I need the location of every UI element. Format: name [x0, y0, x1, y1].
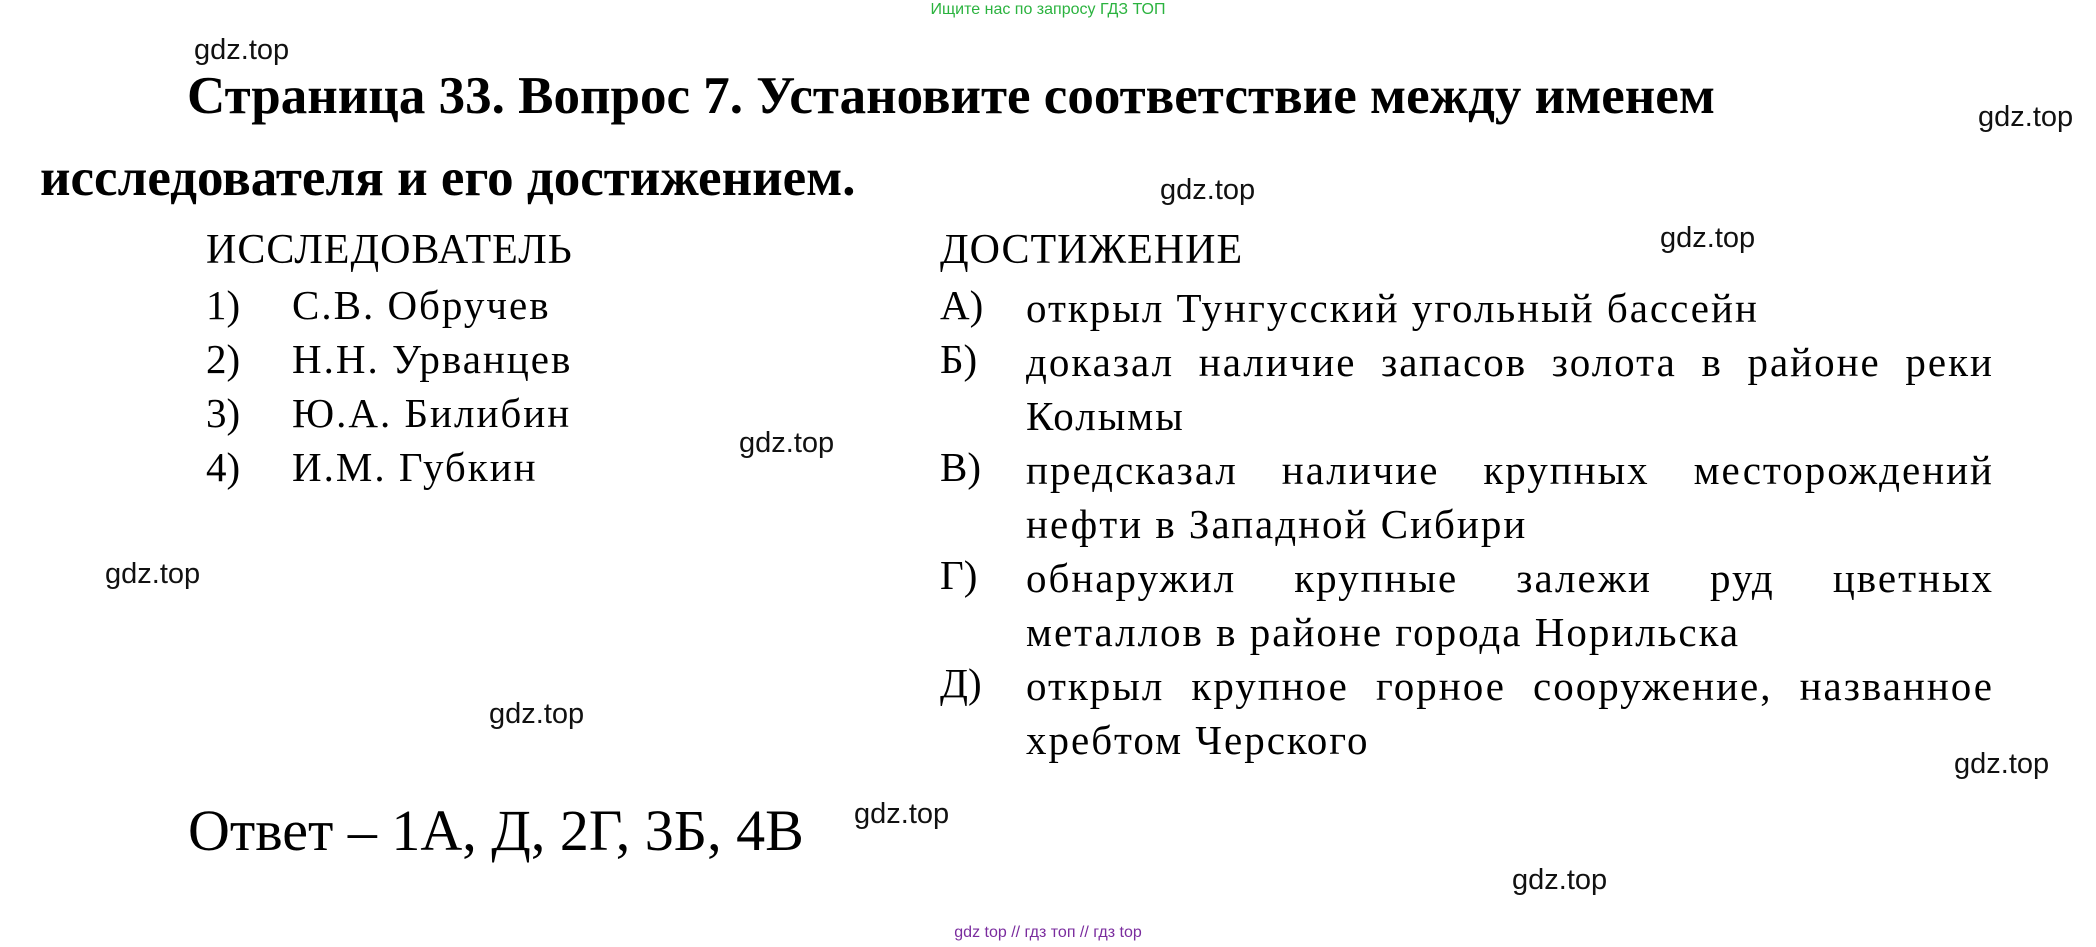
researcher-label: 3) [206, 390, 241, 436]
achievement-label: А) [940, 282, 984, 328]
researcher-item [206, 281, 551, 329]
achievement-text: предсказал наличие крупных месторождений нефти в Западной Сибири [1026, 447, 1994, 547]
researcher-label: 2) [206, 336, 241, 382]
achievement-text: обнаружил крупные залежи руд цветных металлов в районе города Норильска [1026, 555, 1994, 655]
answer-text: Ответ – 1А, Д, 2Г, 3Б, 4В [188, 798, 804, 863]
watermark: gdz.top [194, 34, 290, 66]
watermark: gdz.top [739, 427, 835, 459]
watermark: gdz.top [854, 798, 950, 830]
watermark: gdz.top [105, 558, 201, 590]
researcher-name: С.В. Обручев [292, 282, 551, 328]
watermark: gdz.top [489, 698, 585, 730]
researcher-name: Ю.А. Билибин [292, 390, 572, 436]
watermark: gdz.top [1512, 864, 1608, 896]
achievement-label: Г) [940, 552, 978, 598]
researcher-name: Н.Н. Урванцев [292, 336, 573, 382]
achievement-text: открыл крупное горное сооружение, названное хребтом Черского [1026, 663, 1994, 763]
watermark: gdz.top [1954, 748, 2050, 780]
researcher-item [206, 335, 572, 383]
researcher-label: 1) [206, 282, 241, 328]
bottom-banner[interactable]: gdz top // гдз топ // гдз top [954, 924, 1142, 941]
achievement-label: Б) [940, 336, 978, 382]
watermark: gdz.top [1978, 101, 2074, 133]
achievement-text: открыл Тунгусский угольный бассейн [1026, 285, 1759, 331]
watermark: gdz.top [1660, 222, 1756, 254]
achievements-header: ДОСТИЖЕНИЕ [940, 227, 1244, 273]
researcher-item [206, 389, 571, 437]
top-banner[interactable]: Ищите нас по запросу ГДЗ ТОП [930, 1, 1166, 18]
achievement-text: доказал наличие запасов золота в районе реки Колымы [1026, 339, 1994, 439]
watermark: gdz.top [1160, 174, 1256, 206]
researchers-header: ИССЛЕДОВАТЕЛЬ [206, 227, 573, 273]
researcher-label: 4) [206, 444, 241, 490]
researcher-item [206, 443, 538, 491]
researcher-name: И.М. Губкин [292, 444, 538, 490]
achievement-label: Д) [940, 660, 982, 706]
page-title-line1: Страница 33. Вопрос 7. Установите соответствие между именем [187, 67, 1715, 125]
page-title-line2: исследователя и его достижением. [40, 149, 856, 207]
achievement-label: В) [940, 444, 981, 490]
